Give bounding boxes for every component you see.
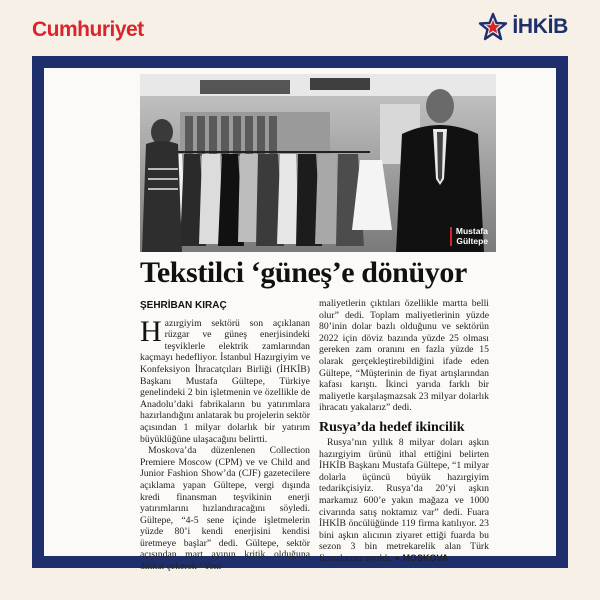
star-logo-icon [478, 12, 508, 42]
photo-caption: Mustafa Gültepe [450, 227, 488, 246]
article-column-right [319, 298, 489, 564]
article-paragraph-1: Hazırgiyim sektörü son açıklanan rüzgar ve güneş enerjisindeki teşviklerle elektrik zamlarından kaçmayı hedefliyor. İstanbul Hazırgiyim ve Konfeksiyon İhracatçıları Birliği (İHKİB) Başkanı Mustafa Gültepe, Türkiye genelindeki 2 bin işletmenin ve özellikle de Anadolu’daki fabrikaların bu yatırımlara hazırlandığını anlatarak bu projelerin sektör açısından 1 milyar dolarlık bir yatırım büyüklüğüne ulaşacağını belirtti. [140, 314, 311, 445]
article-paragraph-4: Rusya’nın yıllık 8 milyar doları aşkın hazırgiyim ürünü ithal ettiğini belirten İHKİB Başkanı Mustafa Gültepe, “1 milyar dolarla üçüncü büyük hazırgiyim tedarikçisiyiz. Rusya’da 20’yi aşkın markamız 600’e yakın mağaza ve 1000 civarında satış noktamız var” dedi. Fuara İHKİB öncülüğünde 119 firma katılıyor. 23 bini aşkın alıcının ziyaret ettiği fuarda bu sezon 3 bin metrekarelik alan Türk firmalarına ayrıldı. ● MOSKOVA [319, 436, 489, 564]
article-paragraph-3: maliyetlerin çıktıları özellikle martta belli olur” dedi. Toplam maliyetlerinin yüzde 80’inin dolar bazlı olduğunu ve sektörün 2022 için döviz bazında yüzde 25 olması gereken zam oranını en fazla yüzde 15 olarak gerçekleştirebildiğini ifade eden Gültepe, “Müşterinin de fiyat artışlarından kafası karıştı. İkinci yarıda farklı bir maliyetle karşılaşmazsak 23 milyar dolarlık ihracatı yakalarız” dedi. [319, 298, 489, 414]
article-signoff: ● MOSKOVA [394, 552, 449, 563]
article-paragraph-2: Moskova’da düzenlenen Collection Premiere Moscow (CPM) ve ve Child and Junior Fashion Show’da (CJF) gazetecilere açıklama yapan Gültepe, vergi dışında kredi finansman teşvikinin enerji yatırımlarını hızlandıracağını söyledi. Gültepe, “4-5 sene içinde işletmelerin yüzde 80’i kendi enerjisini kendisi üretmeye başlar” dedi. Gültepe, sektör açısından mart ayının kritik olduğuna dikkat çekerek “Yeni [140, 445, 310, 573]
newspaper-clipping [44, 68, 556, 573]
fashion-fair-photo [140, 74, 496, 252]
blue-frame [32, 56, 568, 573]
drop-cap: H [140, 314, 162, 348]
article-photo [140, 74, 496, 252]
article-headline: Tekstilci ‘güneş’e dönüyor [140, 256, 467, 289]
ihkib-logo [478, 12, 568, 42]
ihkib-wordmark: İHKİB [512, 15, 568, 38]
author-byline: ŞEHRİBAN KIRAÇ [140, 300, 227, 311]
cumhuriyet-logo: Cumhuriyet [32, 18, 144, 41]
article-column-left [140, 300, 310, 573]
article-subheading: Rusya’da hedef ikincilik [319, 419, 465, 435]
